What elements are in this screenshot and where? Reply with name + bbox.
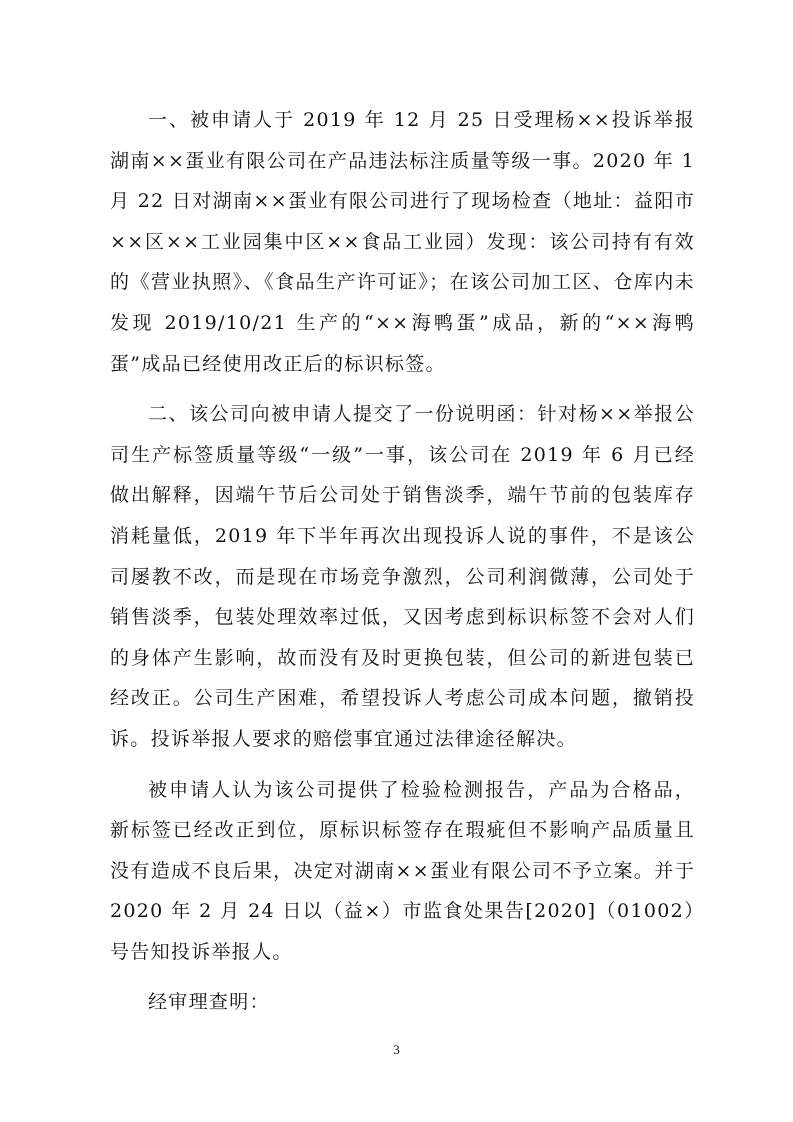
paragraph-inspection-findings: 一、被申请人于 2019 年 12 月 25 日受理杨××投诉举报湖南××蛋业有限公司在产品违法标注质量等级一事。2020 年 1 月 22 日对湖南××蛋业有限公司进行了现场检查（地址：益阳市××区××工业园集中区××食品工业园）发现：该公司持有有效的《营业执照》、《食品生产许可证》；在该公司加工区、仓库内未发现 2019/10/21 生产的“××海鸭蛋”成品，新的“××海鸭蛋”成品已经使用改正后的标识标签。	[110, 109, 695, 375]
paragraph-company-explanation: 二、该公司向被申请人提交了一份说明函：针对杨××举报公司生产标签质量等级“一级”一事，该公司在 2019 年 6 月已经做出解释，因端午节后公司处于销售淡季，端午节前的包装库存消耗量低，2019 年下半年再次出现投诉人说的事件，不是该公司屡教不改，而是现在市场竞争激烈，公司利润微薄，公司处于销售淡季，包装处理效率过低，又因考虑到标识标签不会对人们的身体产生影响，故而没有及时更换包装，但公司的新进包装已经改正。公司生产困难，希望投诉人考虑公司成本问题，撤销投诉。投诉举报人要求的赔偿事宜通过法律途径解决。	[110, 403, 695, 750]
page-number: 3	[393, 1042, 400, 1057]
document-body	[110, 100, 695, 1033]
paragraph-respondent-decision: 被申请人认为该公司提供了检验检测报告，产品为合格品，新标签已经改正到位，原标识标签存在瑕疵但不影响产品质量且没有造成不良后果，决定对湖南××蛋业有限公司不予立案。并于 2020 年 2 月 24 日以（益×）市监食处果告[2020]（01002）号告知投诉举报人。	[110, 778, 695, 963]
section-heading: 经审理查明：	[148, 991, 270, 1014]
